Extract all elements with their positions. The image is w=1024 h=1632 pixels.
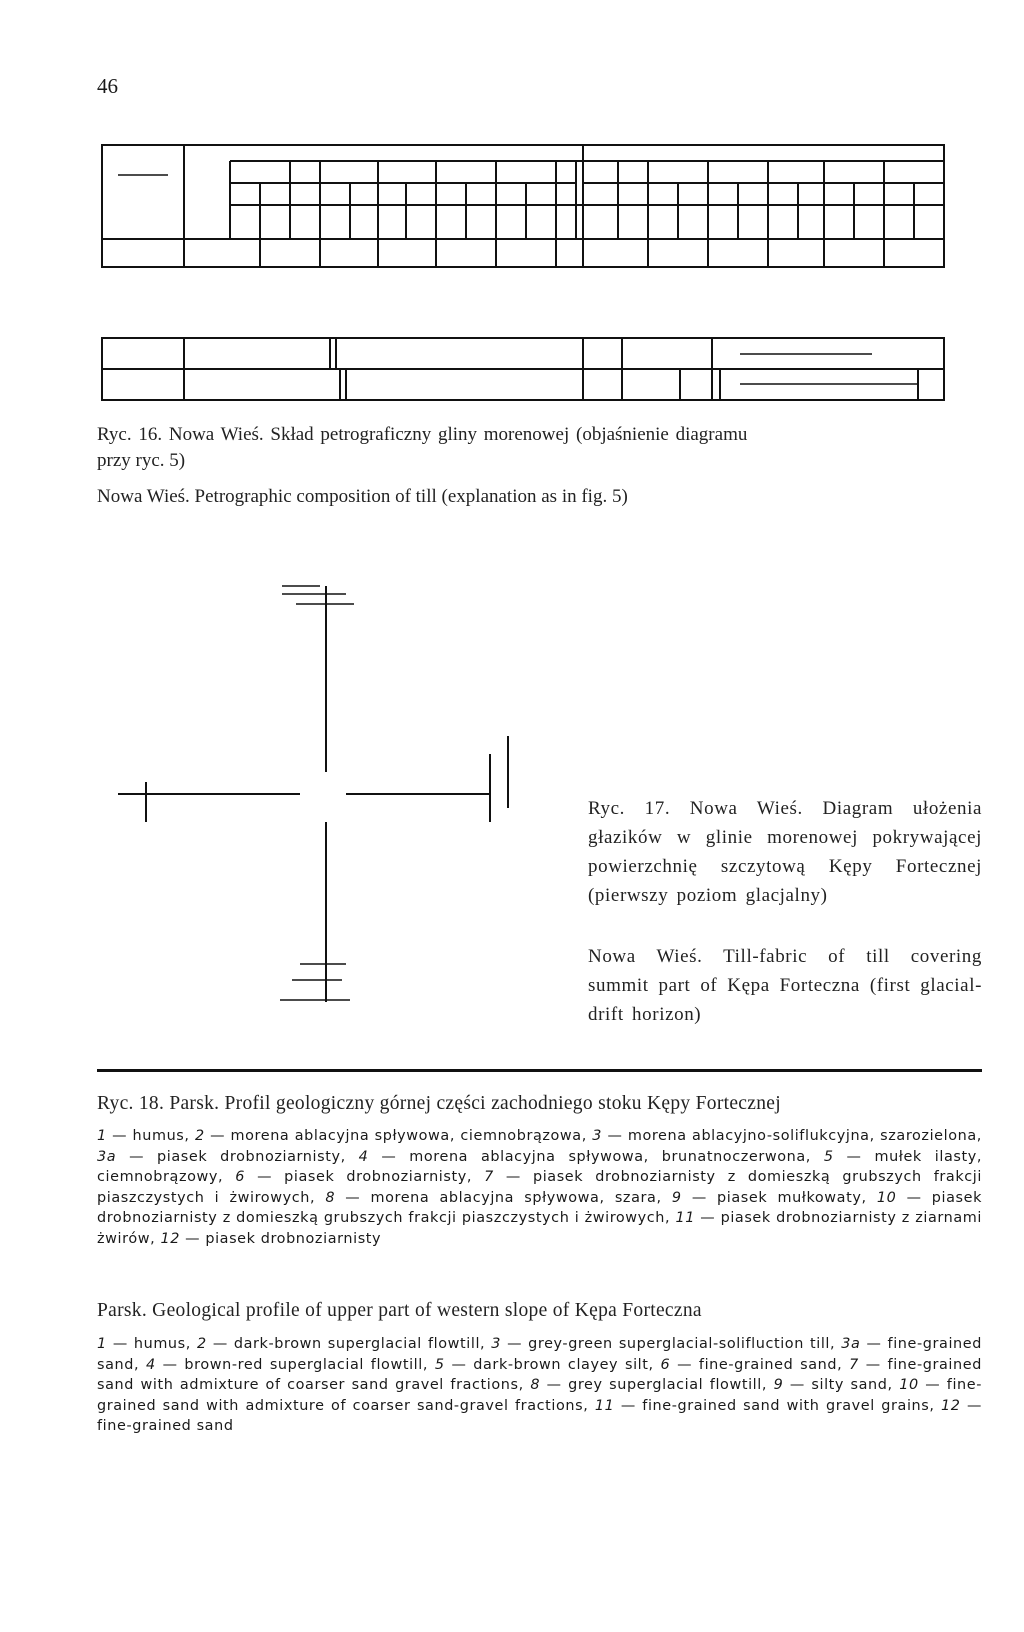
fig16-diagram-upper — [100, 143, 950, 271]
legend-en-item: 6 — fine-grained sand, — [660, 1356, 850, 1373]
fig17-till-fabric-diagram — [110, 582, 550, 1022]
legend-pl-item: 4 — morena ablacyjna spływowa, brunatnoczerwona, — [358, 1148, 824, 1165]
legend-en-item: 5 — dark-brown clayey silt, — [434, 1356, 661, 1373]
legend-en-item: 12 — fine-grained sand — [97, 1397, 982, 1434]
legend-pl-item: 10 — piasek drobnoziarnisty z domieszką grubszych frakcji piaszczystych i żwirowych, — [97, 1189, 983, 1226]
legend-en-item: 11 — fine-grained sand with gravel grains, — [594, 1397, 942, 1414]
legend-en-item: 9 — silty sand, — [773, 1377, 900, 1393]
fig16-caption-en: Nowa Wieś. Petrographic composition of till (explanation as in fig. 5) — [97, 486, 628, 507]
page-number: 46 — [97, 74, 118, 98]
legend-en-item: 8 — grey superglacial flowtill, — [530, 1377, 774, 1393]
fig18-title-en: Parsk. Geological profile of upper part of western slope of Kępa Forteczna — [97, 1300, 702, 1321]
legend-pl-item: 3 — morena ablacyjno-soliflukcyjna, szarozielona, — [592, 1128, 982, 1144]
legend-pl-item: 3a — piasek drobnoziarnisty, — [97, 1148, 359, 1165]
fig16-diagram-lower — [100, 336, 950, 404]
legend-pl-item: 12 — piasek drobnoziarnisty — [160, 1230, 382, 1247]
legend-pl-item: 9 — piasek mułkowaty, — [671, 1189, 877, 1206]
legend-en-item: 3 — grey-green superglacial-solifluction till, — [491, 1336, 842, 1352]
fig18-legend-en — [97, 1334, 982, 1437]
legend-en-item: 10 — fine-grained sand with admixture of coarser sand-gravel fractions, — [97, 1377, 983, 1414]
fig17-caption-en: Nowa Wieś. Till-fabric of till covering summit part of Kępa Forteczna (first glacial-drift horizon) — [588, 946, 982, 1025]
legend-en-item: 1 — humus, — [97, 1336, 197, 1352]
legend-pl-item: 8 — morena ablacyjna spływowa, szara, — [325, 1189, 672, 1206]
legend-en-item: 2 — dark-brown superglacial flowtill, — [197, 1336, 492, 1352]
fig18-title-pl: Ryc. 18. Parsk. Profil geologiczny górnej części zachodniego stoku Kępy Fortecznej — [97, 1093, 781, 1114]
fig17-caption-pl: Ryc. 17. Nowa Wieś. Diagram ułożenia głazików w glinie morenowej pokrywającej powierzchnię szczytową Kępy Fortecznej (pierwszy poziom glacjalny) — [588, 798, 982, 906]
legend-pl-item: 7 — piasek drobnoziarnisty z domieszką grubszych frakcji piaszczystych i żwirowych, — [97, 1169, 982, 1206]
legend-en-item: 3a — fine-grained sand, — [97, 1336, 982, 1373]
fig16-caption-pl-line1: Ryc. 16. Nowa Wieś. Skład petrograficzny gliny morenowej (objaśnienie diagramu — [97, 424, 748, 445]
section-divider — [97, 1069, 982, 1072]
legend-pl-item: 11 — piasek drobnoziarnisty z ziarnami żwirów, — [97, 1210, 983, 1247]
legend-pl-item: 1 — humus, — [97, 1128, 195, 1144]
legend-pl-item: 6 — piasek drobnoziarnisty, — [235, 1169, 485, 1185]
legend-pl-item: 5 — mułek ilasty, ciemnobrązowy, — [97, 1148, 983, 1185]
legend-en-item: 7 — fine-grained sand with admixture of coarser sand gravel fractions, — [97, 1356, 982, 1393]
fig18-legend-pl — [97, 1126, 982, 1249]
legend-pl-item: 2 — morena ablacyjna spływowa, ciemnobrązowa, — [194, 1128, 593, 1144]
legend-en-item: 4 — brown-red superglacial flowtill, — [145, 1356, 435, 1373]
fig16-caption-pl-line2: przy ryc. 5) — [97, 450, 186, 471]
